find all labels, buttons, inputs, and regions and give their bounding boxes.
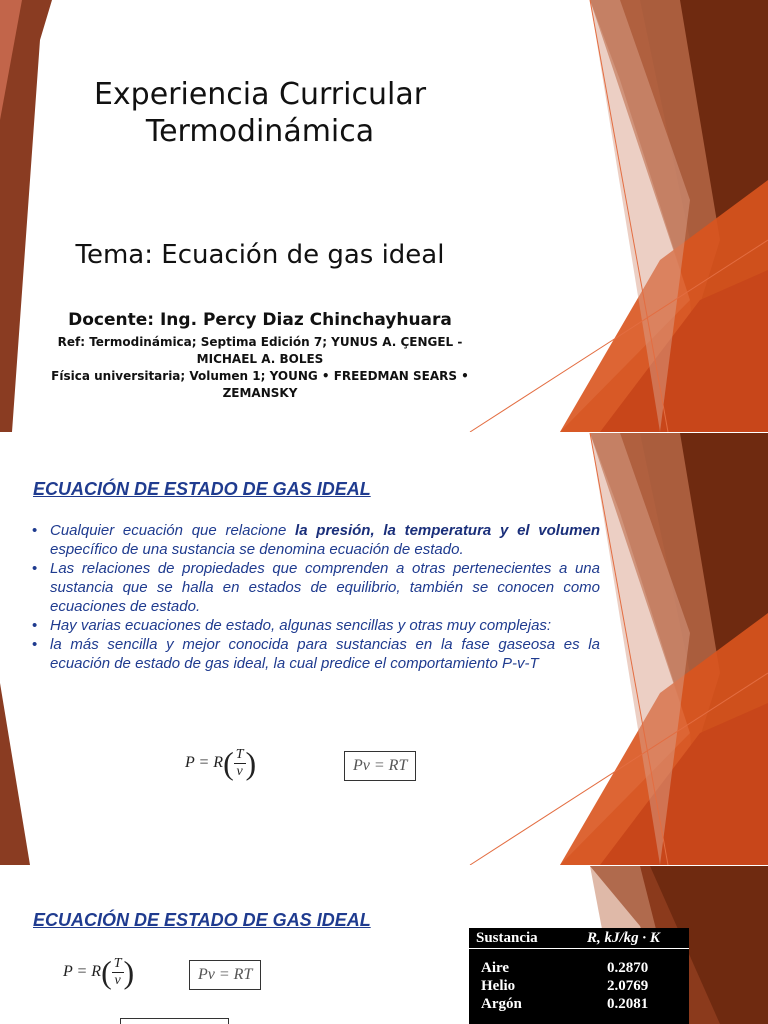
slide-title-text	[40, 76, 480, 150]
bullet-item: • Hay varias ecuaciones de estado, algunas sencillas y otras muy complejas:	[30, 616, 600, 635]
ref-line-4: ZEMANSKY	[222, 386, 298, 400]
title-line-2: Termodinámica	[145, 114, 375, 149]
ref-line-3: Física universitaria; Volumen 1; YOUNG • FREEDMAN SEARS •	[51, 369, 469, 383]
equation-lhs: P = R	[185, 754, 224, 772]
header-substance: Sustancia	[476, 930, 538, 946]
substance-name: Argón	[481, 996, 522, 1012]
r-value: 0.2081	[607, 996, 649, 1012]
bullet-bold-text: la presión, la temperatura y el volumen	[295, 522, 600, 539]
empty-box	[120, 1018, 229, 1024]
equation-numerator: T	[113, 956, 122, 971]
equation-ideal-gas: P = R( $\frac{T}{v}$ )	[185, 745, 257, 781]
slide-title	[0, 0, 768, 432]
bullet-list	[30, 521, 600, 673]
table-row	[469, 978, 689, 996]
substance-name: Aire	[481, 960, 510, 976]
boxed-equation: Pv = RT	[344, 751, 416, 781]
bullet-item	[30, 521, 600, 559]
title-line-1: Experiencia Curricular	[93, 77, 427, 112]
equation-denominator: v	[114, 973, 121, 988]
header-r: R, kJ/kg · K	[587, 930, 660, 946]
table-row	[469, 996, 689, 1014]
section-heading: ECUACIÓN DE ESTADO DE GAS IDEAL	[33, 910, 371, 930]
ref-line-1: Ref: Termodinámica; Septima Edición 7; YUNUS A. ÇENGEL -	[57, 335, 463, 349]
bullet-text: Cualquier ecuación que relacione	[50, 522, 296, 539]
boxed-equation: Pv = RT	[189, 960, 261, 990]
equation-numerator: T	[235, 747, 244, 762]
equation-lhs: P = R	[63, 963, 102, 981]
r-value: 0.2870	[607, 960, 649, 976]
substance-name: Helio	[481, 978, 516, 994]
bullet-text: específico de una sustancia se denomina ecuación de estado.	[50, 541, 464, 558]
topic-title: Tema: Ecuación de gas ideal	[75, 240, 445, 270]
slide-ideal-gas-definition	[0, 433, 768, 865]
equation-ideal-gas: P = R( $\frac{T}{v}$ )	[63, 954, 135, 990]
gas-constant-table	[469, 928, 689, 1024]
table-header	[469, 928, 689, 949]
bullet-item: • Las relaciones de propiedades que comprenden a otras pertenecientes a una sustancia que se halla en estados de equilibrio, también se conocen como ecuaciones de estado.	[30, 559, 600, 616]
ref-line-2: MICHAEL A. BOLES	[196, 352, 324, 366]
slide-ideal-gas-constants	[0, 866, 768, 1024]
section-heading: ECUACIÓN DE ESTADO DE GAS IDEAL	[33, 479, 371, 499]
r-value: 2.0769	[607, 978, 649, 994]
equation-denominator: v	[236, 764, 243, 779]
bullet-item: • la más sencilla y mejor conocida para sustancias en la fase gaseosa es la ecuación de estado de gas ideal, la cual predice el comportamiento P-v-T	[30, 635, 600, 673]
teacher-name: Docente: Ing. Percy Diaz Chinchayhuara	[68, 310, 452, 330]
table-row	[469, 960, 689, 978]
references	[40, 334, 480, 402]
